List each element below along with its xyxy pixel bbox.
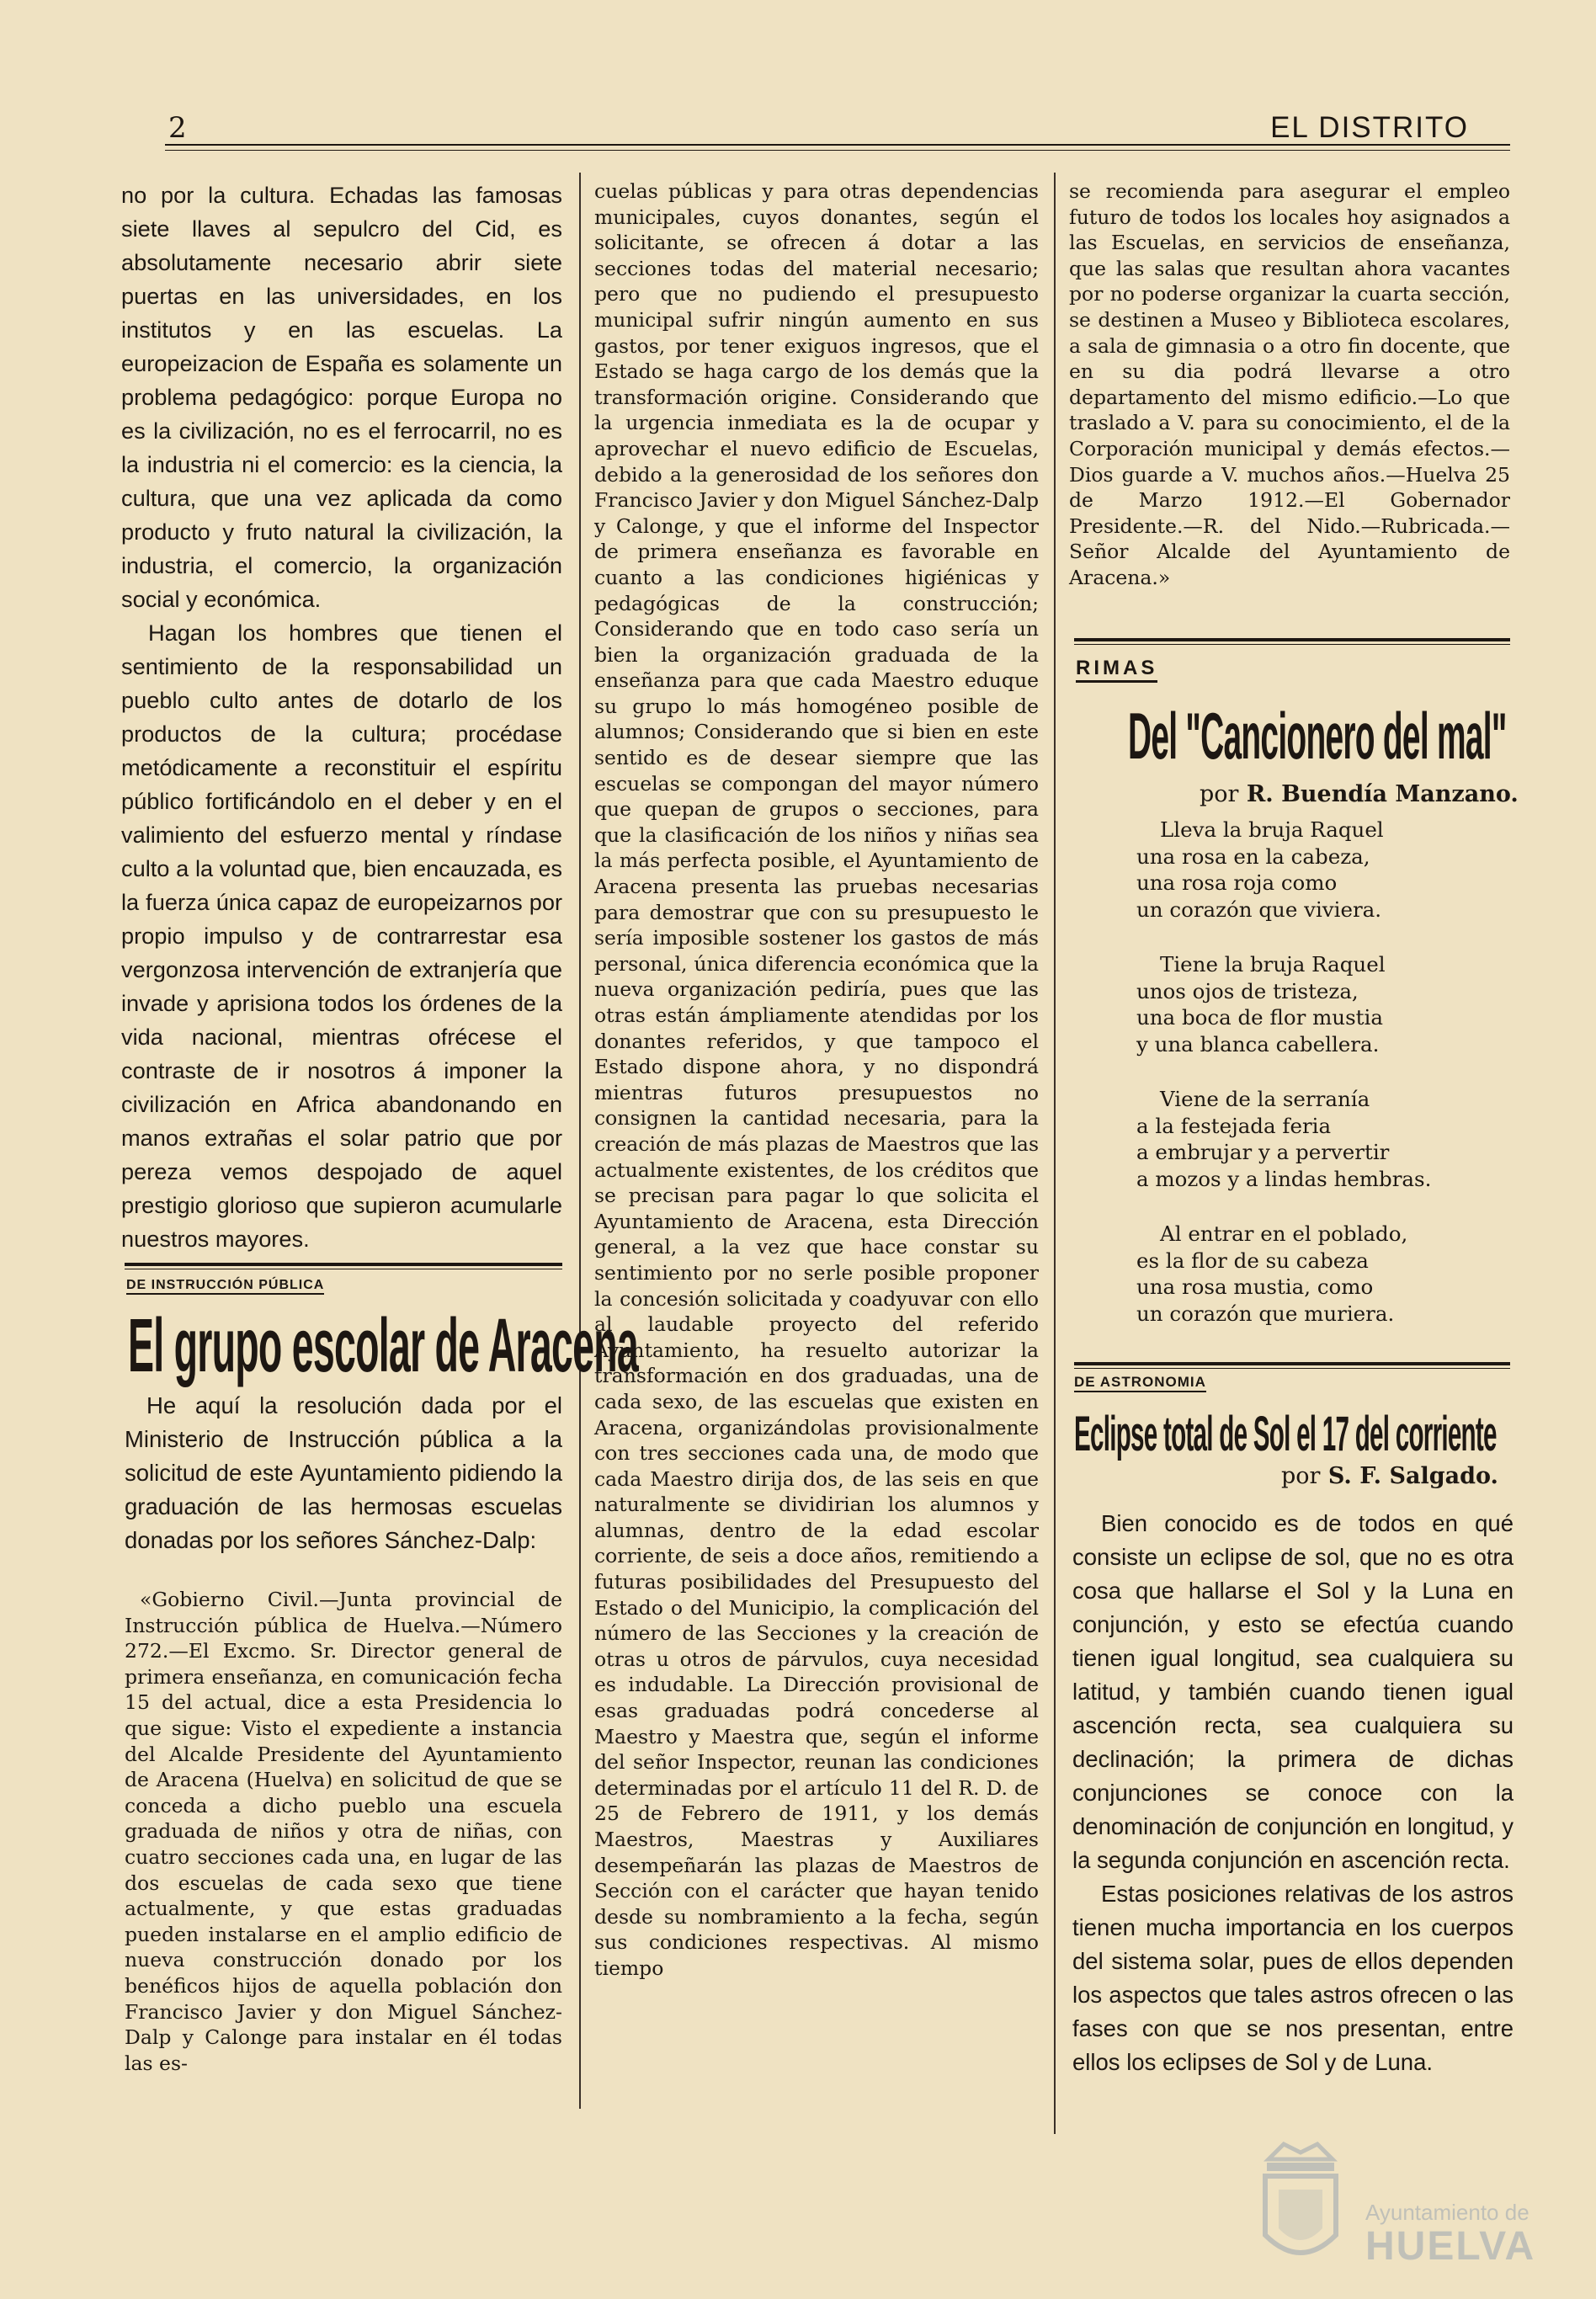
column-rule-2 xyxy=(1054,173,1056,2134)
byline-prefix: por xyxy=(1281,1463,1321,1489)
section-rule xyxy=(125,1263,562,1266)
poem-stanza xyxy=(1136,817,1490,923)
poem-line: a mozos y a lindas hembras. xyxy=(1136,1166,1432,1191)
poem-line: una rosa mustia, como xyxy=(1136,1275,1374,1299)
poem-line: una boca de flor mustia xyxy=(1136,1005,1383,1030)
article1-quote-col3 xyxy=(1069,178,1510,591)
article3-headline: Eclipse total de Sol el 17 del corriente xyxy=(1074,1408,1497,1461)
article3-body xyxy=(1072,1507,1514,2079)
poem-line: Viene de la serranía xyxy=(1160,1087,1370,1111)
poem-line: una rosa roja como xyxy=(1136,870,1338,895)
article1-quote-text: se recomienda para asegurar el empleo futuro de todos los locales hoy asignados a las Escuelas, en servicios de enseñanza, que las salas que resultan ahora vacantes por no poderse organizar la cuarta sección, se destinen a Museo y Biblioteca escolares, a sala de gimnasia o a otro fin docente, que en su dia podrá llevarse a otro departamento del mismo edificio.—Lo que traslado a V. para su conocimiento, el de la Corporación municipal y demás efectos.—Dios guarde a V. muchos años.—Huelva 25 de Marzo 1912.—El Gobernador Presidente.—R. del Nido.—Rubricada.—Señor Alcalde del Ayuntamiento de Aracena.» xyxy=(1069,179,1510,589)
article3-paragraph: Bien conocido es de todos en qué consiste un eclipse de sol, que no es otra cosa que hallarse el Sol y la Luna en conjunción, y esto se efectúa cuando tienen igual longitud, sea cualquiera su latitud, y también cuando tienen igual ascención recta, sea cualquiera su declinación; la primera de dichas conjunciones se conoce con la denominación de conjunción en longitud, y la segunda conjunción en ascención recta. xyxy=(1072,1510,1514,1873)
article2-byline xyxy=(1200,781,1519,807)
page-header xyxy=(168,109,1469,146)
header-rule xyxy=(165,144,1510,151)
poem-line: una rosa en la cabeza, xyxy=(1136,843,1370,869)
article2-kicker: RIMAS xyxy=(1076,657,1157,683)
article1-kicker: DE INSTRUCCIÓN PÚBLICA xyxy=(126,1278,324,1293)
col1-paragraph: Hagan los hombres que tienen el sentimiento de la responsabilidad un pueblo culto antes de dotarlo de los productos de la cultura; procédase metódicamente a reconstituir el espíritu público fortificándolo en el deber y en el valimiento del esfuerzo mental y ríndase culto a la voluntad que, bien encauzada, es la fuerza única capaz de europeizarnos por propio impulso y de contrarrestar esa vergonzosa intervención de extranjería que invade y aprisiona todos los órdenes de la vida nacional, mientras ofrécese el contraste de ir nosotros á imponer la civilización en Africa abandonando en manos extrañas el solar patrio que por pereza vemos despojado de aquel prestigio glorioso que supieron acumularle nuestros mayores. xyxy=(121,620,562,1252)
poem-stanza xyxy=(1136,951,1490,1057)
section-rule-thin xyxy=(1074,1368,1510,1369)
watermark xyxy=(1250,2134,1570,2277)
section-rule-thin xyxy=(1074,644,1510,645)
section-rule xyxy=(1074,1362,1510,1365)
poem-line: y una blanca cabellera. xyxy=(1136,1031,1380,1056)
poem-line: a embrujar y a pervertir xyxy=(1136,1140,1390,1164)
poem-line: Lleva la bruja Raquel xyxy=(1160,817,1384,842)
article1-lead-text: He aquí la resolución dada por el Ministerio de Instrucción pública a la solicitud de este Ayuntamiento pidiendo la graduación de las hermosas escuelas donadas por los señores Sánchez-Dalp: xyxy=(125,1392,562,1553)
poem-line: Al entrar en el poblado, xyxy=(1160,1221,1408,1246)
poem xyxy=(1136,817,1490,1355)
article1-headline: El grupo escolar de Aracena xyxy=(128,1304,639,1389)
article1-quote-col1 xyxy=(125,1587,562,2076)
byline-prefix: por xyxy=(1200,781,1239,807)
article1-lead xyxy=(125,1389,562,1557)
col1-continued-text xyxy=(121,178,562,1256)
poem-line: unos ojos de tristeza, xyxy=(1136,978,1359,1003)
article3-byline xyxy=(1281,1463,1498,1489)
article3-author: S. F. Salgado. xyxy=(1327,1463,1498,1489)
poem-line: un corazón que muriera. xyxy=(1136,1301,1395,1326)
article1-quote-col2 xyxy=(594,178,1039,1982)
crest-icon xyxy=(1250,2134,1351,2273)
poem-line: es la flor de su cabeza xyxy=(1136,1248,1369,1273)
column-rule-1 xyxy=(579,173,581,2109)
watermark-line2: HUELVA xyxy=(1365,2224,1536,2269)
article1-quote-text: «Gobierno Civil.—Junta provincial de Instrucción pública de Huelva.—Número 272.—El Excmo. Sr. Director general de primera enseñanza, en comunicación fecha 15 del actual, dice a esta Presidencia lo que sigue: Visto el expediente a instancia del Alcalde Presidente del Ayuntamiento de Aracena (Huelva) en solicitud de que se conceda a dicho pueblo una escuela graduada de niños y otra de niñas, con cuatro secciones cada una, en lugar de las dos escuelas de cada sexo que tiene actualmente, y que estas graduadas pueden instalarse en el amplio edificio de nueva construcción donado por los benéficos hijos de aquella población don Francisco Javier y don Miguel Sánchez-Dalp y Calonge para instalar en él todas las es- xyxy=(125,1588,562,2075)
masthead-title: EL DISTRITO xyxy=(1270,111,1469,144)
article3-kicker: DE ASTRONOMIA xyxy=(1074,1374,1206,1391)
article3-paragraph: Estas posiciones relativas de los astros tienen mucha importancia en los cuerpos del sistema solar, pues de ellos dependen los aspectos que tales astros ofrecen o las fases con que se nos presentan, entre ellos los eclipses de Sol y de Luna. xyxy=(1072,1881,1514,2075)
poem-stanza xyxy=(1136,1221,1490,1327)
page-number: 2 xyxy=(168,111,187,145)
article2-headline: Del "Cancionero del mal" xyxy=(1128,700,1507,774)
watermark-line1: Ayuntamiento de xyxy=(1365,2200,1530,2225)
article1-quote-text: cuelas públicas y para otras dependencias municipales, cuyos donantes, según el solicitante, se ofrecen á dotar a las secciones todas del material necesario; pero que no pudiendo el presupuesto municipal sufrir ningún aumento en sus gastos, por tener exiguos ingresos, que el Estado se haga cargo de los demás que la transformación origine. Considerando que la urgencia inmediata es la de ocupar y aprovechar el nuevo edificio de Escuelas, debido a la generosidad de los señores don Francisco Javier y don Miguel Sánchez-Dalp y Calonge, y que el informe del Inspector de primera enseñanza es favorable en cuanto a las condiciones higiénicas y pedagógicas de la construcción; Considerando que en todo caso sería un bien la organización graduada de la enseñanza para que cada Maestro eduque su grupo lo más homogéneo posible de alumnos; Considerando que si bien en este sentido es de desear siempre que las escuelas se compongan del mayor número que quepan de grupos o secciones, para que la clasificación de los niños y niñas sea la más perfecta posible, el Ayuntamiento de Aracena presenta las pruebas necesarias para demostrar que con su presupuesto le sería imposible sostener los gastos de más personal, única diferencia económica que la nueva organización pediría, pues que las otras están ámpliamente atendidas por los donantes referidos, y que tampoco el Estado dispone ahora, y no dispondrá mientras futuros presupuestos no consignen la cantidad necesaria, para la creación de más plazas de Maestros que las actualmente existentes, de los créditos que se precisan para pagar lo que solicita el Ayuntamiento de Aracena, esta Dirección general, a la vez que hace constar su sentimiento por no serle posible proponer la concesión solicitada y coadyuvar con ello al laudable proyecto del referido Ayuntamiento, ha resuelto autorizar la transformación en dos graduadas, una de cada sexo, de las escuelas que existen en Aracena, organizándolas provisionalmente con tres secciones cada una, de modo que cada Maestro dirija dos, de las seis en que naturalmente se dividirian los alumnos y alumnas, dentro de la edad escolar corriente, de seis a doce años, remitiendo a futuras posibilidades del Presupuesto del Estado o del Municipio, la complicación del número de las Secciones y la creación de otras u otros de párvulos, cuya necesidad es indudable. La Dirección provisional de esas graduadas podrá concederse al Maestro y Maestra que, según el informe del señor Inspector, reunan las condiciones determinadas por el artículo 11 del R. D. de 25 de Febrero de 1911, y los demás Maestros, Maestras y Auxiliares desempeñarán las plazas de Maestros de Sección con el carácter que hayan tenido desde su nombramiento a la fecha, según sus condiciones respectivas. Al mismo tiempo xyxy=(594,179,1039,1980)
poem-line: Tiene la bruja Raquel xyxy=(1160,952,1386,977)
col1-paragraph: no por la cultura. Echadas las famosas siete llaves al sepulcro del Cid, es absolutamente necesario abrir siete puertas en las universidades, en los institutos y en las escuelas. La europeizacion de España es solamente un problema pedagógico: porque Europa no es la civilización, no es el ferrocarril, no es la industria ni el comercio: es la ciencia, la cultura, que una vez aplicada da como producto y fruto natural la civilización, la industria, el comercio, la organización social y económica. xyxy=(121,182,562,612)
poem-stanza xyxy=(1136,1086,1490,1192)
article2-author: R. Buendía Manzano. xyxy=(1246,781,1519,807)
poem-line: a la festejada feria xyxy=(1136,1113,1332,1138)
section-rule xyxy=(1074,638,1510,641)
poem-line: un corazón que viviera. xyxy=(1136,897,1382,922)
